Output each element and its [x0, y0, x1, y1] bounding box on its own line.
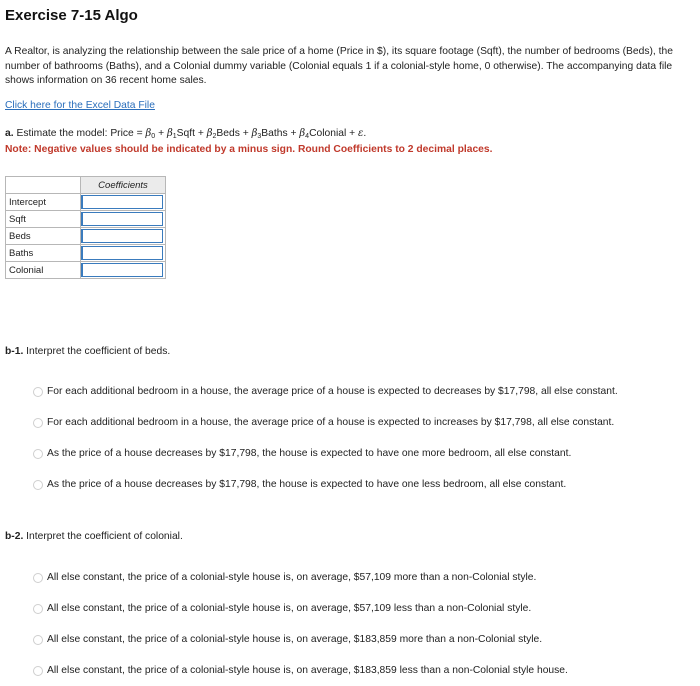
beds-input[interactable]	[81, 229, 163, 243]
row-label-beds: Beds	[6, 228, 81, 245]
rounding-note: Note: Negative values should be indicated by a minus sign. Round Coefficients to 2 decimal places.	[5, 144, 493, 155]
beds-cell	[81, 228, 166, 245]
intercept-cell	[81, 194, 166, 211]
beta-3-symbol: β	[251, 128, 258, 139]
row-label-sqft: Sqft	[6, 211, 81, 228]
beta-4-subscript: 4	[305, 133, 310, 140]
beta-1-subscript: 1	[172, 133, 177, 140]
sqft-input[interactable]	[81, 212, 163, 226]
option-text: As the price of a house decreases by $17,798, the house is expected to have one less bedroom, all else constant.	[47, 479, 567, 490]
beta-1-symbol: β	[166, 128, 173, 139]
b2-option-1[interactable]	[33, 572, 536, 583]
table-row	[6, 211, 166, 228]
b2-option-3[interactable]	[33, 634, 542, 645]
b1-option-1[interactable]	[33, 386, 618, 397]
option-text: All else constant, the price of a colonial-style house is, on average, $183,859 more than a non-Colonial style.	[47, 634, 543, 645]
coefficients-table	[5, 176, 166, 279]
b1-option-3[interactable]	[33, 448, 571, 459]
beta-3-subscript: 3	[257, 133, 262, 140]
baths-cell	[81, 245, 166, 262]
beta-2-subscript: 2	[212, 133, 217, 140]
colonial-input[interactable]	[81, 263, 163, 277]
radio-button[interactable]	[33, 418, 43, 428]
problem-description: A Realtor, is analyzing the relationship between the sale price of a home (Price in $), its square footage (Sqft), the number of bedrooms (Beds), the number of bathrooms (Baths), and a Colonial dummy variable (Colonial equals 1 if a colonial-style home, 0 otherwise). The accompanying data file shows information on 36 recent home sales.	[5, 46, 673, 86]
model-period: .	[363, 128, 367, 139]
row-label-colonial: Colonial	[6, 262, 81, 279]
sqft-cell	[81, 211, 166, 228]
row-label-intercept: Intercept	[6, 194, 81, 211]
part-b1-question	[5, 346, 170, 357]
model-term-baths: Baths +	[261, 128, 300, 139]
colonial-cell	[81, 262, 166, 279]
radio-button[interactable]	[33, 635, 43, 645]
model-term-beds: Beds +	[216, 128, 252, 139]
b1-option-2[interactable]	[33, 417, 614, 428]
option-text: All else constant, the price of a colonial-style house is, on average, $183,859 less than a non-Colonial style house.	[47, 665, 568, 676]
radio-button[interactable]	[33, 387, 43, 397]
table-corner-cell	[6, 177, 81, 194]
beta-0-symbol: β	[145, 128, 152, 139]
row-label-baths: Baths	[6, 245, 81, 262]
option-text: All else constant, the price of a colonial-style house is, on average, $57,109 less than a non-Colonial style.	[47, 603, 532, 614]
intercept-input[interactable]	[81, 195, 163, 209]
part-a-question	[5, 128, 366, 140]
option-text: All else constant, the price of a colonial-style house is, on average, $57,109 more than a non-Colonial style.	[47, 572, 537, 583]
model-plus: +	[155, 128, 167, 139]
table-row	[6, 194, 166, 211]
part-b1-text: Interpret the coefficient of beds.	[23, 346, 171, 357]
coefficients-header: Coefficients	[81, 177, 166, 194]
option-text: For each additional bedroom in a house, the average price of a house is expected to increases by $17,798, all else constant.	[47, 417, 615, 428]
part-b2-text: Interpret the coefficient of colonial.	[23, 531, 183, 542]
baths-input[interactable]	[81, 246, 163, 260]
b1-option-4[interactable]	[33, 479, 566, 490]
model-term-colonial: Colonial +	[309, 128, 359, 139]
radio-button[interactable]	[33, 573, 43, 583]
option-text: For each additional bedroom in a house, the average price of a house is expected to decreases by $17,798, all else constant.	[47, 386, 618, 397]
radio-button[interactable]	[33, 666, 43, 676]
excel-data-link[interactable]: Click here for the Excel Data File	[5, 100, 155, 111]
part-a-label: a.	[5, 128, 14, 139]
beta-4-symbol: β	[299, 128, 306, 139]
option-text: As the price of a house decreases by $17,798, the house is expected to have one more bedroom, all else constant.	[47, 448, 572, 459]
radio-button[interactable]	[33, 449, 43, 459]
part-a-prompt: Estimate the model: Price =	[13, 128, 146, 139]
table-row	[6, 262, 166, 279]
part-b2-label: b-2.	[5, 531, 24, 542]
b2-option-2[interactable]	[33, 603, 531, 614]
b2-option-4[interactable]	[33, 665, 568, 676]
page-title: Exercise 7-15 Algo	[5, 7, 138, 24]
radio-button[interactable]	[33, 480, 43, 490]
epsilon-symbol: ε	[358, 128, 364, 139]
table-row	[6, 245, 166, 262]
beta-0-subscript: 0	[151, 133, 156, 140]
model-term-sqft: Sqft +	[176, 128, 207, 139]
radio-button[interactable]	[33, 604, 43, 614]
table-row	[6, 228, 166, 245]
part-b2-question	[5, 531, 183, 542]
table-header-row	[6, 177, 166, 194]
beta-2-symbol: β	[206, 128, 213, 139]
part-b1-label: b-1.	[5, 346, 24, 357]
